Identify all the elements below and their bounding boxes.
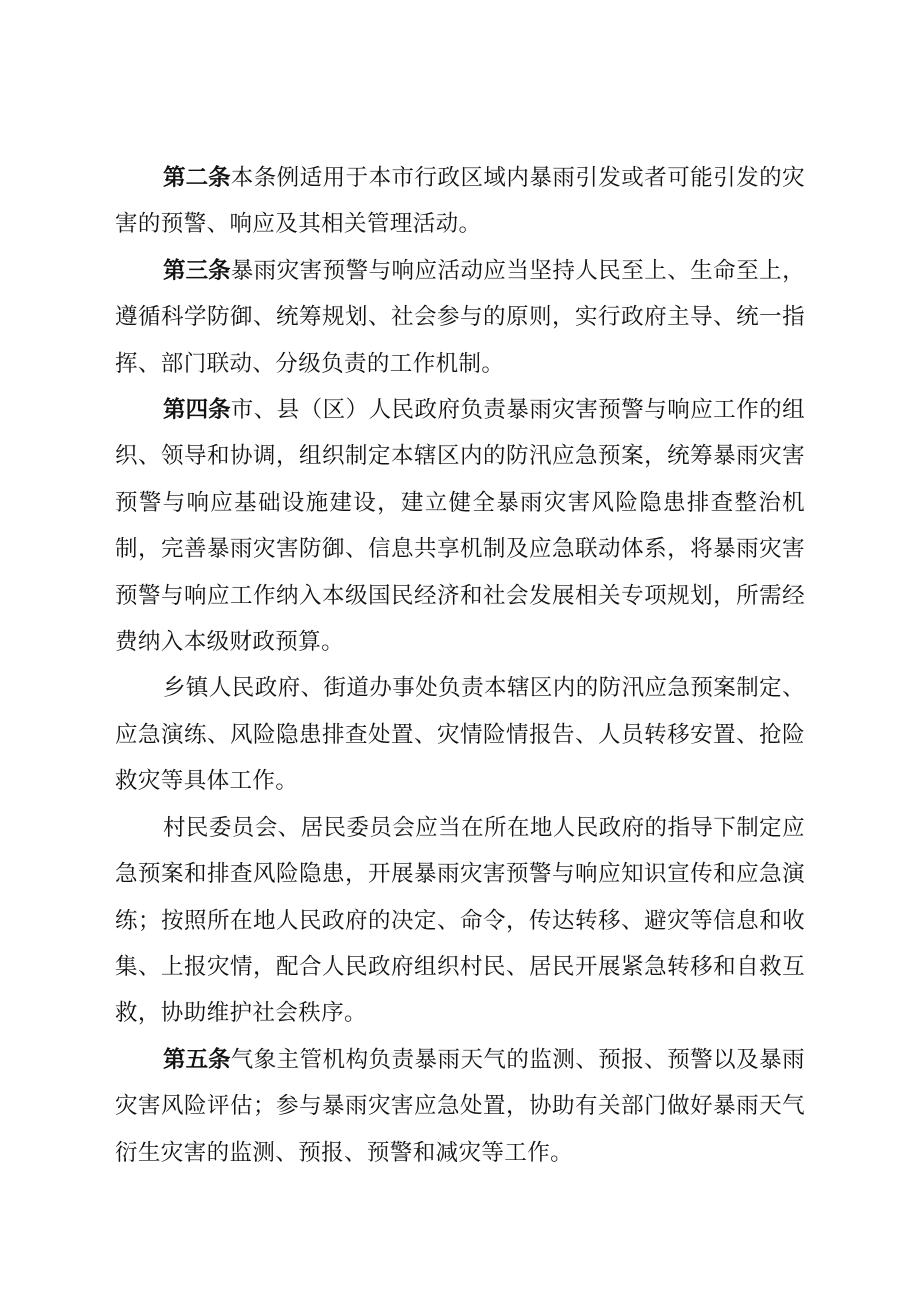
article-number: 第五条 <box>163 1046 231 1073</box>
article-4-paragraph <box>115 387 805 665</box>
paragraph-text: 暴雨灾害预警与响应活动应当坚持人民至上、生命至上，遵循科学防御、统筹规划、社会参与的原则，实行政府主导、统一指挥、部门联动、分级负责的工作机制。 <box>115 257 805 377</box>
paragraph-text: 市、县（区）人民政府负责暴雨灾害预警与响应工作的组织、领导和协调，组织制定本辖区内的防汛应急预案，统筹暴雨灾害预警与响应基础设施建设，建立健全暴雨灾害风险隐患排查整治机制，完善暴雨灾害防御、信息共享机制及应急联动体系，将暴雨灾害预警与响应工作纳入本级国民经济和社会发展相关专项规划，所需经费纳入本级财政预算。 <box>115 397 805 656</box>
document-body <box>115 155 805 1176</box>
paragraph-text: 本条例适用于本市行政区域内暴雨引发或者可能引发的灾害的预警、响应及其相关管理活动。 <box>115 165 805 238</box>
article-number: 第四条 <box>163 397 231 424</box>
paragraph-text: 气象主管机构负责暴雨天气的监测、预报、预警以及暴雨灾害风险评估；参与暴雨灾害应急处置，协助有关部门做好暴雨天气衍生灾害的监测、预报、预警和减灾等工作。 <box>115 1046 805 1166</box>
paragraph-text: 乡镇人民政府、街道办事处负责本辖区内的防汛应急预案制定、应急演练、风险隐患排查处置、灾情险情报告、人员转移安置、抢险救灾等具体工作。 <box>115 675 805 795</box>
article-2-paragraph <box>115 155 805 248</box>
paragraph-text: 村民委员会、居民委员会应当在所在地人民政府的指导下制定应急预案和排查风险隐患，开展暴雨灾害预警与响应知识宣传和应急演练；按照所在地人民政府的决定、命令，传达转移、避灾等信息和收集、上报灾情，配合人民政府组织村民、居民开展紧急转移和自救互救，协助维护社会秩序。 <box>115 814 805 1027</box>
article-4-township-paragraph <box>115 665 805 804</box>
article-5-paragraph <box>115 1037 805 1176</box>
article-number: 第二条 <box>163 165 231 191</box>
article-4-committee-paragraph <box>115 805 805 1037</box>
article-3-paragraph <box>115 248 805 387</box>
article-number: 第三条 <box>163 257 231 284</box>
